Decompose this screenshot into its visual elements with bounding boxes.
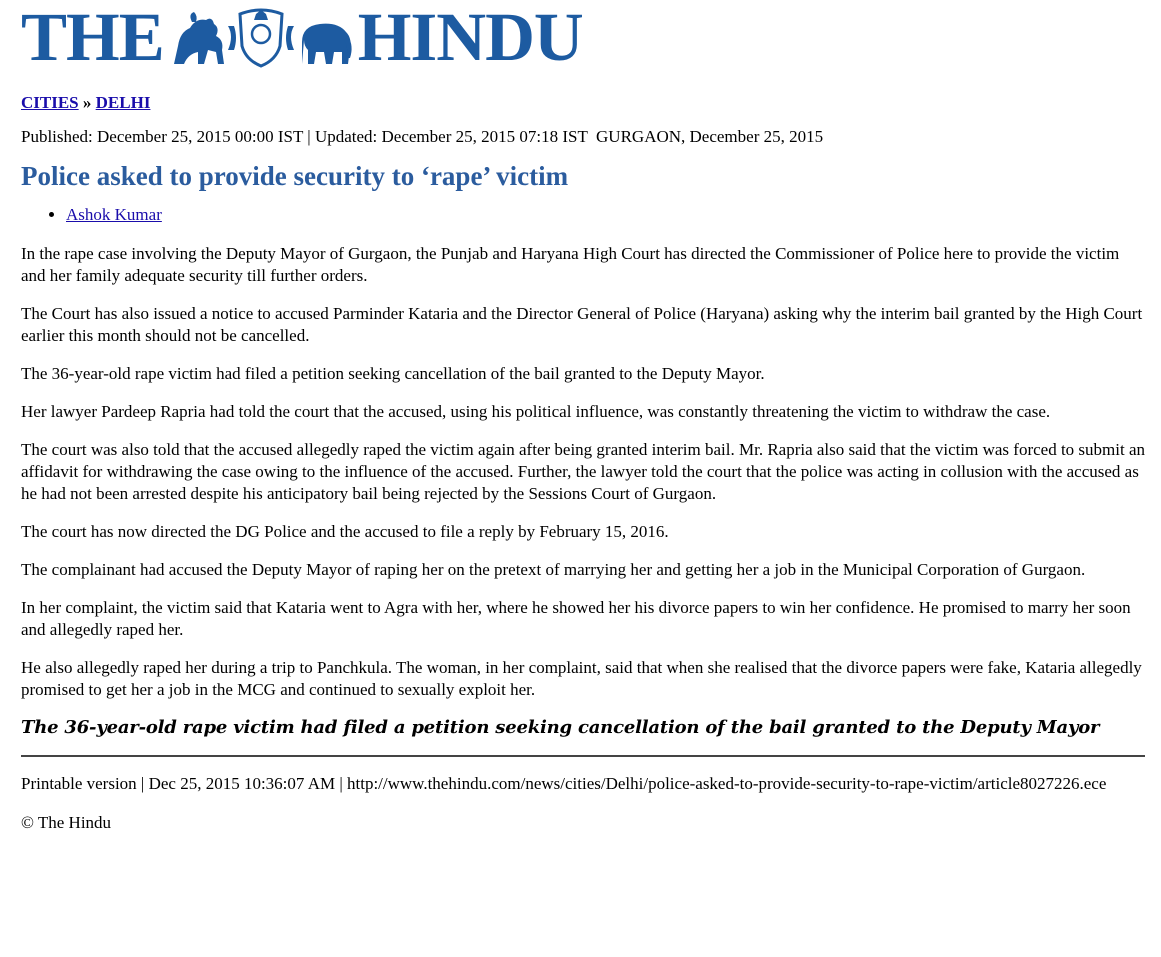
article-paragraph: In her complaint, the victim said that Kataria went to Agra with her, where he showed her his divorce papers to win her confidence. He promised to marry her soon and allegedly raped her. bbox=[21, 598, 1131, 639]
breadcrumb-separator: » bbox=[82, 93, 92, 112]
breadcrumb bbox=[21, 92, 1147, 114]
article-paragraph: In the rape case involving the Deputy Mayor of Gurgaon, the Punjab and Haryana High Court has directed the Commissioner of Police here to provide the victim and her family adequate security till further orders. bbox=[21, 244, 1120, 285]
article-highlight: The 36-year-old rape victim had filed a petition seeking cancellation of the bail granted to the Deputy Mayor bbox=[21, 717, 1100, 738]
breadcrumb-cities-link[interactable]: CITIES bbox=[21, 93, 79, 112]
copyright: © The Hindu bbox=[21, 813, 112, 832]
article-headline: Police asked to provide security to ‘rape’ victim bbox=[21, 161, 569, 191]
masthead-the: THE bbox=[21, 0, 164, 75]
masthead bbox=[21, 0, 1147, 78]
footer-divider bbox=[21, 755, 1145, 757]
printable-version-line: Printable version | Dec 25, 2015 10:36:07 AM | http://www.thehindu.com/news/cities/Delhi/police-asked-to-provide-security-to-rape-victim/article8027226.ece bbox=[21, 774, 1107, 793]
article-paragraph: He also allegedly raped her during a trip to Panchkula. The woman, in her complaint, said that when she realised that the divorce papers were fake, Kataria allegedly promised to get her a job in the MCG and continued to sexually exploit her. bbox=[21, 658, 1142, 699]
masthead-hindu: HINDU bbox=[357, 0, 583, 75]
breadcrumb-delhi-link[interactable]: DELHI bbox=[95, 93, 151, 112]
dateline: Published: December 25, 2015 00:00 IST | Updated: December 25, 2015 07:18 IST GURGAON, December 25, 2015 bbox=[21, 127, 824, 146]
article-paragraph: The court was also told that the accused allegedly raped the victim again after being granted interim bail. Mr. Rapria also said that the victim was forced to submit an affidavit for withdrawing the case owing to the influence of the accused. Further, the lawyer told the court that the police was acting in collusion with the accused as he had not been arrested despite his anticipatory bail being rejected by the Sessions Court of Gurgaon. bbox=[21, 440, 1146, 503]
author-item bbox=[66, 204, 1147, 226]
article-paragraph: Her lawyer Pardeep Rapria had told the court that the accused, using his political influence, was constantly threatening the victim to withdraw the case. bbox=[21, 402, 1051, 421]
author-link[interactable]: Ashok Kumar bbox=[66, 205, 162, 224]
article-paragraph: The 36-year-old rape victim had filed a petition seeking cancellation of the bail granted to the Deputy Mayor. bbox=[21, 364, 765, 383]
article-paragraph: The Court has also issued a notice to accused Parminder Kataria and the Director General of Police (Haryana) asking why the interim bail granted by the High Court earlier this month should not be cancelled. bbox=[21, 304, 1143, 345]
article-body bbox=[21, 243, 1147, 739]
article-paragraph: The complainant had accused the Deputy Mayor of raping her on the pretext of marrying her and getting her a job in the Municipal Corporation of Gurgaon. bbox=[21, 560, 1086, 579]
article-paragraph: The court has now directed the DG Police and the accused to file a reply by February 15, 2016. bbox=[21, 522, 669, 541]
hindu-emblem-icon bbox=[168, 6, 354, 68]
author-list bbox=[21, 204, 1147, 226]
